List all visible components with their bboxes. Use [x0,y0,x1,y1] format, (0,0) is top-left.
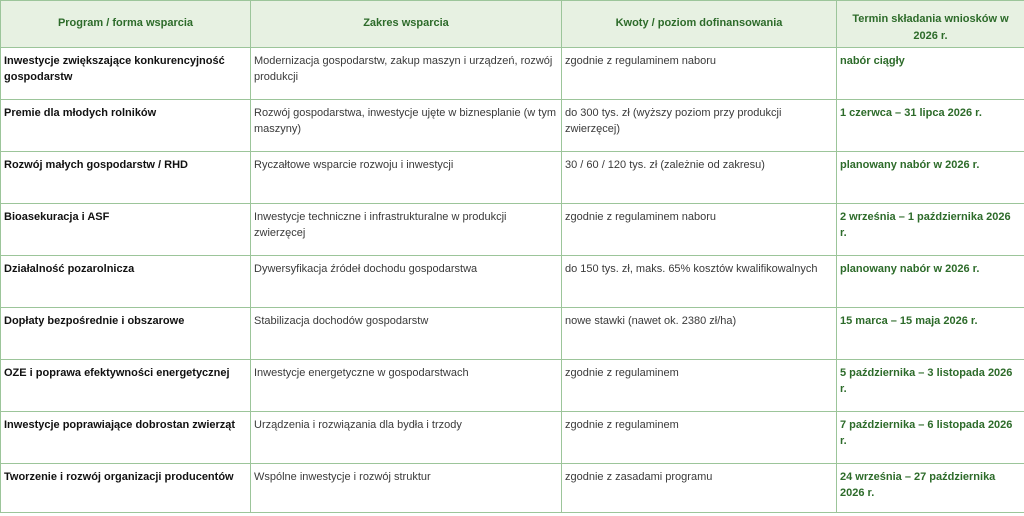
cell-amount: do 150 tys. zł, maks. 65% kosztów kwalifikowalnych [562,256,837,308]
cell-amount: zgodnie z zasadami programu [562,464,837,513]
header-row [1,1,1024,48]
table-row [1,100,1024,152]
cell-program: Premie dla młodych rolników [1,100,251,152]
cell-program: Inwestycje zwiększające konkurencyjność gospodarstw [1,48,251,100]
cell-scope: Dywersyfikacja źródeł dochodu gospodarstwa [251,256,562,308]
cell-amount: do 300 tys. zł (wyższy poziom przy produkcji zwierzęcej) [562,100,837,152]
cell-scope: Inwestycje techniczne i infrastrukturalne w produkcji zwierzęcej [251,204,562,256]
header-amount: Kwoty / poziom dofinansowania [562,1,837,48]
cell-scope: Inwestycje energetyczne w gospodarstwach [251,360,562,412]
cell-program: Dopłaty bezpośrednie i obszarowe [1,308,251,360]
cell-deadline: planowany nabór w 2026 r. [837,256,1024,308]
cell-program: Działalność pozarolnicza [1,256,251,308]
cell-scope: Modernizacja gospodarstw, zakup maszyn i urządzeń, rozwój produkcji [251,48,562,100]
table-body [1,48,1024,513]
table-row [1,152,1024,204]
cell-amount: zgodnie z regulaminem [562,360,837,412]
table-row [1,204,1024,256]
cell-scope: Rozwój gospodarstwa, inwestycje ujęte w biznesplanie (w tym maszyny) [251,100,562,152]
cell-deadline: 7 października – 6 listopada 2026 r. [837,412,1024,464]
cell-program: Rozwój małych gospodarstw / RHD [1,152,251,204]
cell-amount: zgodnie z regulaminem naboru [562,48,837,100]
cell-scope: Ryczałtowe wsparcie rozwoju i inwestycji [251,152,562,204]
cell-program: Inwestycje poprawiające dobrostan zwierząt [1,412,251,464]
table-row [1,412,1024,464]
cell-deadline: nabór ciągły [837,48,1024,100]
cell-deadline: 15 marca – 15 maja 2026 r. [837,308,1024,360]
cell-program: Tworzenie i rozwój organizacji producentów [1,464,251,513]
cell-scope: Stabilizacja dochodów gospodarstw [251,308,562,360]
table-row [1,360,1024,412]
cell-deadline: 24 września – 27 października 2026 r. [837,464,1024,513]
cell-deadline: planowany nabór w 2026 r. [837,152,1024,204]
table-row [1,256,1024,308]
cell-amount: nowe stawki (nawet ok. 2380 zł/ha) [562,308,837,360]
cell-program: OZE i poprawa efektywności energetycznej [1,360,251,412]
header-deadline: Termin składania wniosków w 2026 r. [837,1,1024,48]
cell-deadline: 1 czerwca – 31 lipca 2026 r. [837,100,1024,152]
cell-amount: 30 / 60 / 120 tys. zł (zależnie od zakresu) [562,152,837,204]
cell-amount: zgodnie z regulaminem naboru [562,204,837,256]
table-row [1,48,1024,100]
header-scope: Zakres wsparcia [251,1,562,48]
table-row [1,308,1024,360]
table-row [1,464,1024,513]
cell-program: Bioasekuracja i ASF [1,204,251,256]
cell-deadline: 2 września – 1 października 2026 r. [837,204,1024,256]
table-header [1,1,1024,48]
cell-scope: Wspólne inwestycje i rozwój struktur [251,464,562,513]
cell-amount: zgodnie z regulaminem [562,412,837,464]
header-program: Program / forma wsparcia [1,1,251,48]
cell-scope: Urządzenia i rozwiązania dla bydła i trzody [251,412,562,464]
cell-deadline: 5 października – 3 listopada 2026 r. [837,360,1024,412]
